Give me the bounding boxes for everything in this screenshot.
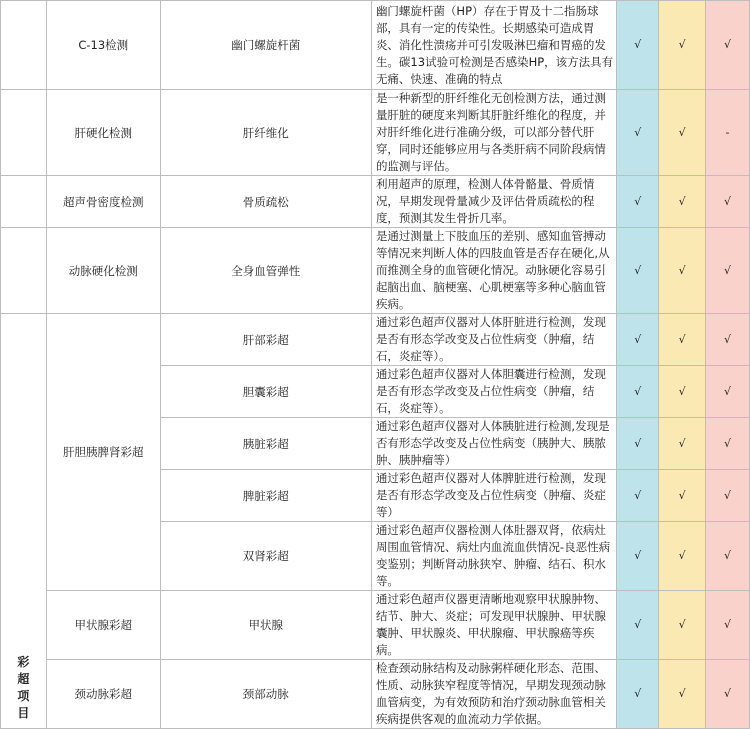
package-2-check: √ — [659, 418, 706, 470]
description-cell: 检查颈动脉结构及动脉粥样硬化形态、范围、性质、动脉狭窄程度等情况，早期发现颈动脉血管病变，为有效预防和治疗颈动脉血管相关疾病提供客观的血流动力学依据。 — [371, 660, 616, 729]
item-name-cell: 动脉硬化检测 — [46, 228, 160, 314]
category-cell-upper — [1, 176, 47, 228]
package-2-check: √ — [659, 591, 706, 660]
table-row — [1, 591, 750, 660]
description-cell: 是一种新型的肝纤维化无创检测方法，通过测量肝脏的硬度来判断其肝脏纤维化的程度，并对肝纤维化进行准确分级，可以部分替代肝穿，同时还能够应用与各类肝病不同阶段病情的监测与评估。 — [371, 90, 616, 176]
target-cell: 甲状腺 — [160, 591, 371, 660]
description-cell: 利用超声的原理，检测人体骨骼量、骨质情况，早期发现骨量减少及评估骨质疏松的程度，预测其发生骨折几率。 — [371, 176, 616, 228]
table-row — [1, 660, 750, 729]
table-row — [1, 314, 750, 366]
package-2-check: √ — [659, 176, 706, 228]
package-2-check: √ — [659, 314, 706, 366]
package-1-check: √ — [617, 1, 659, 90]
package-3-check: √ — [706, 660, 750, 729]
package-3-check: - — [706, 90, 750, 176]
description-cell: 幽门螺旋杆菌（HP）存在于胃及十二指肠球部，具有一定的传染性。长期感染可造成胃炎、消化性溃疡并可引发吸淋巴瘤和胃癌的发生。碳13试验可检测是否感染HP，该方法具有无痛、快速、准确的特点 — [371, 1, 616, 90]
package-3-check: √ — [706, 1, 750, 90]
target-cell: 颈部动脉 — [160, 660, 371, 729]
package-3-check: √ — [706, 366, 750, 418]
description-cell: 通过彩色超声仪器更清晰地观察甲状腺肿物、结节、肿大、炎症；可发现甲状腺肿、甲状腺囊肿、甲状腺炎、甲状腺瘤、甲状腺癌等疾病。 — [371, 591, 616, 660]
target-cell: 脾脏彩超 — [160, 470, 371, 522]
package-2-check: √ — [659, 228, 706, 314]
table-row — [1, 176, 750, 228]
package-2-check: √ — [659, 660, 706, 729]
target-cell: 肝部彩超 — [160, 314, 371, 366]
package-1-check: √ — [617, 228, 659, 314]
target-cell: 肝纤维化 — [160, 90, 371, 176]
item-name-cell: 甲状腺彩超 — [46, 591, 160, 660]
table-row — [1, 1, 750, 90]
package-3-check: √ — [706, 228, 750, 314]
target-cell: 胆囊彩超 — [160, 366, 371, 418]
category-cell-upper — [1, 228, 47, 314]
section-label: 彩超项目 — [17, 655, 30, 720]
description-cell: 通过彩色超声仪器对人体胰脏进行检测,发现是否有形态学改变及占位性病变（胰肿大、胰脓肿、胰肿瘤等） — [371, 418, 616, 470]
package-2-check: √ — [659, 90, 706, 176]
package-3-check: √ — [706, 470, 750, 522]
package-1-check: √ — [617, 522, 659, 591]
package-2-check: √ — [659, 366, 706, 418]
package-1-check: √ — [617, 660, 659, 729]
description-cell: 通过彩色超声仪器对人体肝脏进行检测，发现是否有形态学改变及占位性病变（肿瘤，结石，炎症等）。 — [371, 314, 616, 366]
description-cell: 是通过测量上下肢血压的差别、感知血管搏动等情况来判断人体的四肢血管是否存在硬化,从而推测全身的血管硬化情况。动脉硬化容易引起脑出血、脑梗塞、心肌梗塞等多种心脑血管疾病。 — [371, 228, 616, 314]
target-cell: 胰脏彩超 — [160, 418, 371, 470]
package-1-check: √ — [617, 314, 659, 366]
category-cell-upper — [1, 90, 47, 176]
package-3-check: √ — [706, 418, 750, 470]
item-name-cell: 颈动脉彩超 — [46, 660, 160, 729]
package-1-check: √ — [617, 470, 659, 522]
item-name-cell: 超声骨密度检测 — [46, 176, 160, 228]
package-3-check: √ — [706, 176, 750, 228]
package-1-check: √ — [617, 366, 659, 418]
description-cell: 通过彩色超声仪器对人体胆囊进行检测，发现是否有形态学改变及占位性病变（肿瘤，结石，炎症等）。 — [371, 366, 616, 418]
package-1-check: √ — [617, 591, 659, 660]
table-row — [1, 90, 750, 176]
category-cell-upper — [1, 1, 47, 90]
item-name-cell: C-13检测 — [46, 1, 160, 90]
item-name-cell: 肝硬化检测 — [46, 90, 160, 176]
target-cell: 双肾彩超 — [160, 522, 371, 591]
description-cell: 通过彩色超声仪器检测人体肚器双肾，依病灶周围血管情况、病灶内血流血供情况-良恶性病变鉴别；判断肾动脉狭窄、肿瘤、结石、积水等。 — [371, 522, 616, 591]
package-2-check: √ — [659, 1, 706, 90]
package-1-check: √ — [617, 90, 659, 176]
item-name-cell: 肝胆胰脾肾彩超 — [46, 314, 160, 591]
description-cell: 通过彩色超声仪器对人体脾脏进行检测，发现是否有形态学改变及占位性病变（肿瘤、炎症等） — [371, 470, 616, 522]
package-1-check: √ — [617, 418, 659, 470]
table-row — [1, 228, 750, 314]
target-cell: 全身血管弹性 — [160, 228, 371, 314]
package-1-check: √ — [617, 176, 659, 228]
package-2-check: √ — [659, 470, 706, 522]
section-label-cell — [1, 314, 47, 729]
package-2-check: √ — [659, 522, 706, 591]
package-3-check: √ — [706, 314, 750, 366]
package-3-check: √ — [706, 522, 750, 591]
target-cell: 幽门螺旋杆菌 — [160, 1, 371, 90]
package-3-check: √ — [706, 591, 750, 660]
target-cell: 骨质疏松 — [160, 176, 371, 228]
